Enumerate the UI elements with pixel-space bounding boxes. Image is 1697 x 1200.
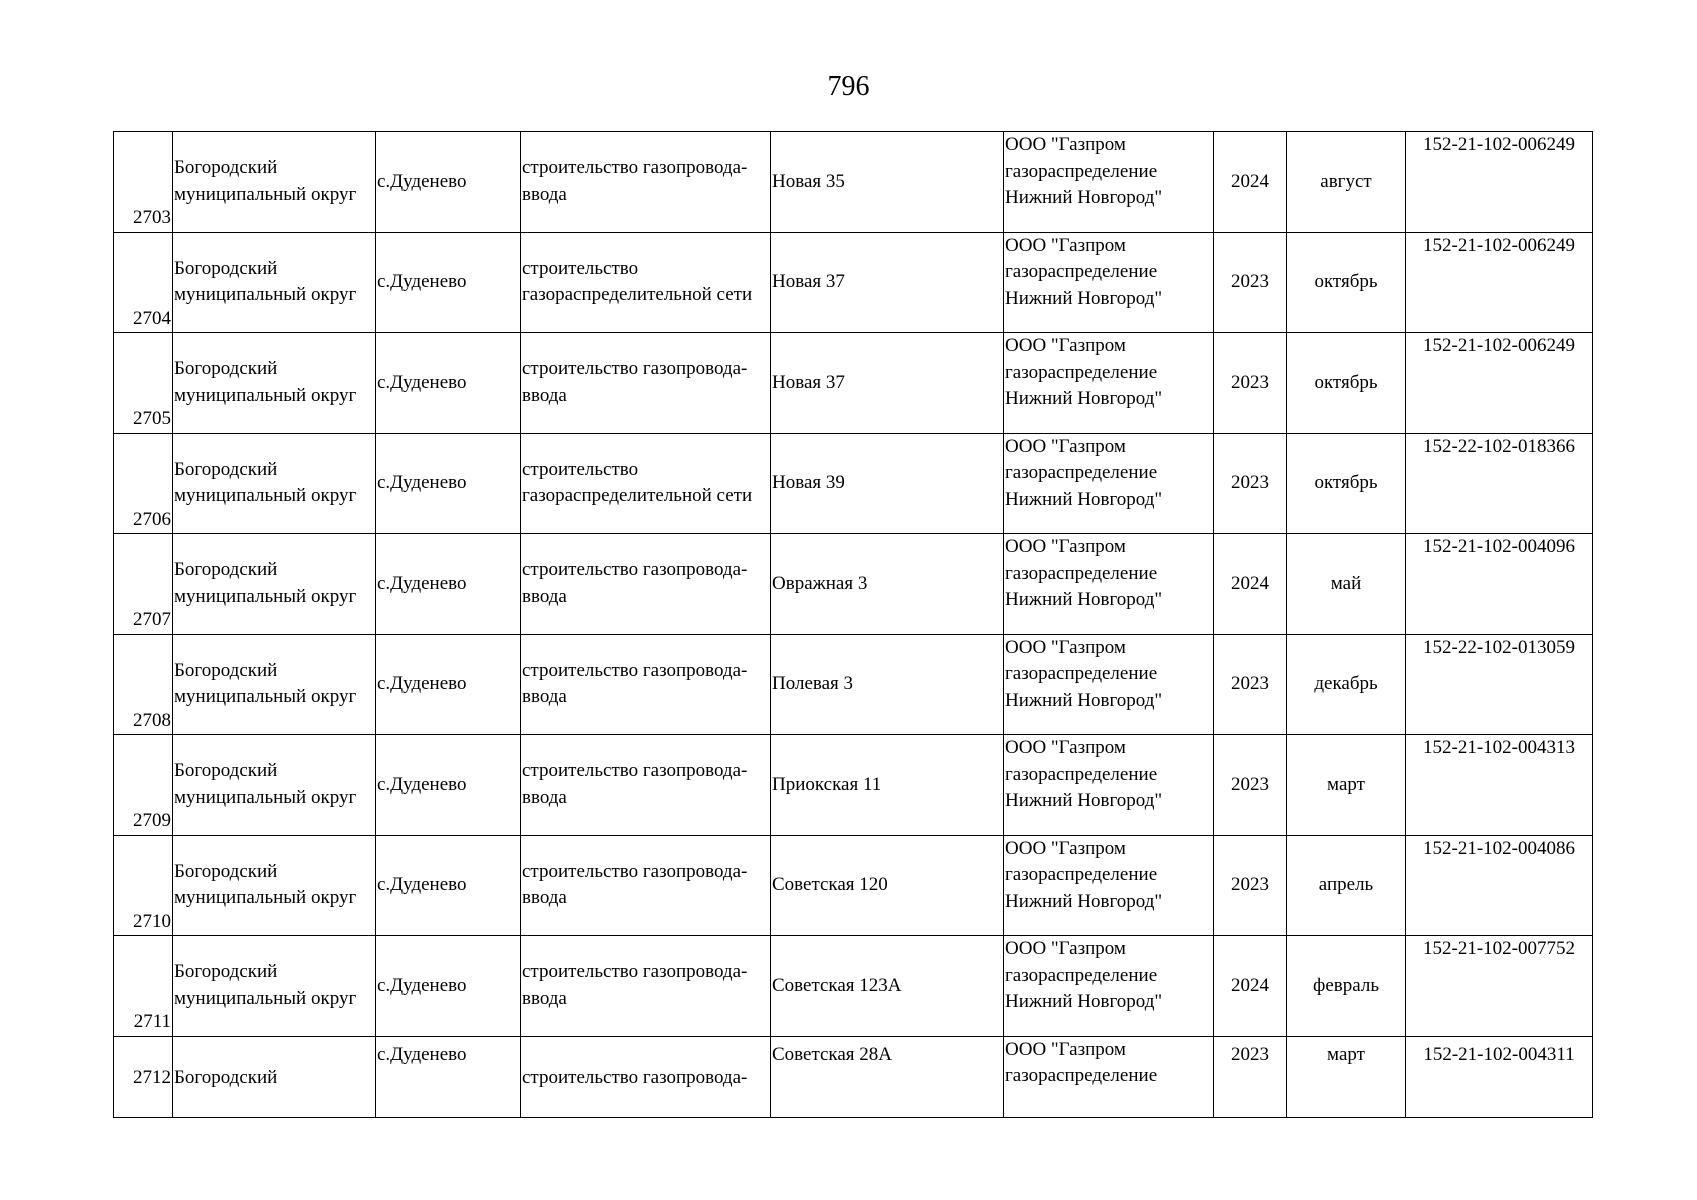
municipality-cell-line: муниципальный округ xyxy=(174,485,357,507)
organization-cell xyxy=(1004,735,1214,836)
organization-cell xyxy=(1004,333,1214,434)
organization-cell-line: газораспределение xyxy=(1005,562,1158,584)
registry-table xyxy=(113,131,1593,1118)
organization-cell xyxy=(1004,132,1214,233)
month-cell: май xyxy=(1287,534,1406,635)
organization-cell-line: ООО "Газпром xyxy=(1005,737,1126,758)
municipality-cell-line: муниципальный округ xyxy=(174,284,357,306)
municipality-cell xyxy=(173,534,376,635)
work-type-cell-line: строительство газопровода- xyxy=(522,559,748,581)
work-type-cell xyxy=(521,835,771,936)
organization-cell-line: ООО "Газпром xyxy=(1005,134,1126,155)
month-cell: февраль xyxy=(1287,936,1406,1037)
table-row xyxy=(114,835,1593,936)
organization-cell-line: ООО "Газпром xyxy=(1005,435,1126,457)
organization-cell-line: Нижний Новгород" xyxy=(1005,187,1163,208)
municipality-cell xyxy=(173,936,376,1037)
work-type-cell xyxy=(521,232,771,333)
work-type-cell-line: ввода xyxy=(522,686,567,708)
municipality-cell-line: Богородский xyxy=(174,257,278,279)
year-cell: 2023 xyxy=(1214,232,1287,333)
address-cell: Полевая 3 xyxy=(771,634,1004,735)
organization-cell xyxy=(1004,835,1214,936)
address-cell: Овражная 3 xyxy=(771,534,1004,635)
table-row xyxy=(114,132,1593,233)
organization-cell xyxy=(1004,232,1214,333)
row-number-cell: 2708 xyxy=(114,634,173,735)
table-row xyxy=(114,634,1593,735)
work-type-cell-line: строительство xyxy=(522,458,639,480)
code-cell: 152-21-102-004086 xyxy=(1406,835,1593,936)
municipality-cell xyxy=(173,333,376,434)
address-cell: Новая 37 xyxy=(771,333,1004,434)
work-type-cell-line: строительство газопровода- xyxy=(522,659,748,681)
organization-cell-line: ООО "Газпром xyxy=(1005,636,1126,658)
year-cell: 2023 xyxy=(1214,835,1287,936)
table-body xyxy=(114,132,1593,1118)
municipality-cell-line: муниципальный округ xyxy=(174,987,357,1009)
organization-cell-line: Нижний Новгород" xyxy=(1005,991,1163,1012)
municipality-cell xyxy=(173,835,376,936)
work-type-cell-line: ввода xyxy=(522,786,567,808)
municipality-cell-line: Богородский xyxy=(174,559,278,581)
month-cell: октябрь xyxy=(1287,232,1406,333)
municipality-cell-line: Богородский xyxy=(174,760,278,782)
work-type-cell-line: ввода xyxy=(522,384,567,406)
table-row xyxy=(114,433,1593,534)
organization-cell-line: Нижний Новгород" xyxy=(1005,689,1163,711)
year-cell: 2023 xyxy=(1214,1036,1287,1117)
work-type-cell-line: строительство газопровода- xyxy=(522,760,748,782)
month-cell: октябрь xyxy=(1287,433,1406,534)
code-cell: 152-21-102-006249 xyxy=(1406,232,1593,333)
month-cell: декабрь xyxy=(1287,634,1406,735)
settlement-cell: с.Дуденево xyxy=(376,433,521,534)
address-cell: Новая 37 xyxy=(771,232,1004,333)
month-cell: август xyxy=(1287,132,1406,233)
work-type-cell-line: строительство газопровода- xyxy=(522,157,748,179)
code-cell: 152-22-102-018366 xyxy=(1406,433,1593,534)
organization-cell-line: газораспределение xyxy=(1005,1065,1158,1086)
row-number-cell: 2705 xyxy=(114,333,173,434)
row-number-cell: 2704 xyxy=(114,232,173,333)
address-cell: Советская 28А xyxy=(771,1036,1004,1117)
organization-cell-line: газораспределение xyxy=(1005,663,1158,684)
work-type-cell-line: ввода xyxy=(522,183,567,205)
organization-cell-line: газораспределение xyxy=(1005,160,1158,182)
code-cell: 152-21-102-007752 xyxy=(1406,936,1593,1037)
table-row xyxy=(114,735,1593,836)
table-row xyxy=(114,333,1593,434)
organization-cell-line: газораспределение xyxy=(1005,361,1158,383)
work-type-cell-line: строительство газопровода- xyxy=(522,860,748,882)
row-number-cell: 2707 xyxy=(114,534,173,635)
organization-cell-line: ООО "Газпром xyxy=(1005,1038,1126,1060)
page-number: 796 xyxy=(827,71,870,102)
work-type-cell-line: строительство xyxy=(522,257,639,279)
municipality-cell xyxy=(173,132,376,233)
settlement-cell: с.Дуденево xyxy=(376,232,521,333)
year-cell: 2024 xyxy=(1214,132,1287,233)
organization-cell xyxy=(1004,634,1214,735)
organization-cell-line: Нижний Новгород" xyxy=(1005,488,1163,510)
municipality-cell-line: муниципальный округ xyxy=(174,887,357,909)
month-cell: март xyxy=(1287,735,1406,836)
work-type-cell-line: строительство газопровода- xyxy=(522,961,748,983)
organization-cell xyxy=(1004,936,1214,1037)
year-cell: 2023 xyxy=(1214,333,1287,434)
municipality-cell-line: муниципальный округ xyxy=(174,786,357,808)
work-type-cell xyxy=(521,1036,771,1117)
code-cell: 152-21-102-006249 xyxy=(1406,132,1593,233)
municipality-cell-line: муниципальный округ xyxy=(174,686,357,708)
code-cell: 152-22-102-013059 xyxy=(1406,634,1593,735)
month-cell: март xyxy=(1287,1036,1406,1117)
row-number-cell: 2710 xyxy=(114,835,173,936)
municipality-cell xyxy=(173,433,376,534)
work-type-cell-line: газораспределительной сети xyxy=(522,485,753,507)
municipality-cell-line: муниципальный округ xyxy=(174,585,357,607)
organization-cell-line: газораспределение xyxy=(1005,261,1158,282)
settlement-cell: с.Дуденево xyxy=(376,835,521,936)
settlement-cell: с.Дуденево xyxy=(376,1036,521,1117)
year-cell: 2023 xyxy=(1214,433,1287,534)
organization-cell-line: газораспределение xyxy=(1005,964,1158,986)
row-number-cell: 2703 xyxy=(114,132,173,233)
work-type-cell xyxy=(521,634,771,735)
organization-cell-line: ООО "Газпром xyxy=(1005,234,1126,256)
work-type-cell-line: ввода xyxy=(522,887,567,909)
organization-cell-line: газораспределение xyxy=(1005,462,1158,483)
work-type-cell-line: строительство газопровода- xyxy=(522,1066,748,1088)
organization-cell-line: Нижний Новгород" xyxy=(1005,589,1163,610)
work-type-cell-line: газораспределительной сети xyxy=(522,284,753,306)
organization-cell-line: Нижний Новгород" xyxy=(1005,890,1163,912)
municipality-cell-line: муниципальный округ xyxy=(174,384,357,406)
municipality-cell-line: Богородский xyxy=(174,961,278,983)
organization-cell xyxy=(1004,534,1214,635)
code-cell: 152-21-102-006249 xyxy=(1406,333,1593,434)
municipality-cell-line: Богородский xyxy=(174,458,278,480)
municipality-cell xyxy=(173,735,376,836)
year-cell: 2023 xyxy=(1214,634,1287,735)
organization-cell-line: газораспределение xyxy=(1005,864,1158,885)
table-row xyxy=(114,232,1593,333)
work-type-cell xyxy=(521,936,771,1037)
organization-cell-line: ООО "Газпром xyxy=(1005,335,1126,356)
settlement-cell: с.Дуденево xyxy=(376,333,521,434)
table-row xyxy=(114,936,1593,1037)
organization-cell-line: ООО "Газпром xyxy=(1005,938,1126,959)
code-cell: 152-21-102-004096 xyxy=(1406,534,1593,635)
work-type-cell xyxy=(521,333,771,434)
municipality-cell xyxy=(173,634,376,735)
year-cell: 2023 xyxy=(1214,735,1287,836)
work-type-cell xyxy=(521,433,771,534)
work-type-cell-line: строительство газопровода- xyxy=(522,358,748,380)
row-number-cell: 2711 xyxy=(114,936,173,1037)
month-cell: октябрь xyxy=(1287,333,1406,434)
settlement-cell: с.Дуденево xyxy=(376,534,521,635)
table-row xyxy=(114,534,1593,635)
settlement-cell: с.Дуденево xyxy=(376,634,521,735)
code-cell: 152-21-102-004311 xyxy=(1406,1036,1593,1117)
row-number-cell: 2706 xyxy=(114,433,173,534)
municipality-cell-line: муниципальный округ xyxy=(174,183,357,205)
organization-cell-line: ООО "Газпром xyxy=(1005,536,1126,557)
municipality-cell-line: Богородский xyxy=(174,1066,278,1088)
organization-cell-line: ООО "Газпром xyxy=(1005,837,1126,859)
municipality-cell-line: Богородский xyxy=(174,860,278,882)
address-cell: Советская 123А xyxy=(771,936,1004,1037)
row-number-cell: 2712 xyxy=(114,1036,173,1117)
address-cell: Советская 120 xyxy=(771,835,1004,936)
row-number-cell: 2709 xyxy=(114,735,173,836)
year-cell: 2024 xyxy=(1214,534,1287,635)
municipality-cell-line: Богородский xyxy=(174,358,278,380)
code-cell: 152-21-102-004313 xyxy=(1406,735,1593,836)
organization-cell-line: Нижний Новгород" xyxy=(1005,790,1163,811)
work-type-cell xyxy=(521,534,771,635)
organization-cell-line: Нижний Новгород" xyxy=(1005,287,1163,309)
table-row xyxy=(114,1036,1593,1117)
settlement-cell: с.Дуденево xyxy=(376,132,521,233)
organization-cell xyxy=(1004,433,1214,534)
organization-cell-line: газораспределение xyxy=(1005,763,1158,785)
address-cell: Новая 39 xyxy=(771,433,1004,534)
settlement-cell: с.Дуденево xyxy=(376,936,521,1037)
work-type-cell xyxy=(521,132,771,233)
address-cell: Приокская 11 xyxy=(771,735,1004,836)
address-cell: Новая 35 xyxy=(771,132,1004,233)
municipality-cell-line: Богородский xyxy=(174,157,278,179)
municipality-cell-line: Богородский xyxy=(174,659,278,681)
work-type-cell-line: ввода xyxy=(522,585,567,607)
settlement-cell: с.Дуденево xyxy=(376,735,521,836)
organization-cell xyxy=(1004,1036,1214,1117)
work-type-cell-line: ввода xyxy=(522,987,567,1009)
organization-cell-line: Нижний Новгород" xyxy=(1005,388,1163,409)
work-type-cell xyxy=(521,735,771,836)
year-cell: 2024 xyxy=(1214,936,1287,1037)
municipality-cell xyxy=(173,232,376,333)
month-cell: апрель xyxy=(1287,835,1406,936)
municipality-cell xyxy=(173,1036,376,1117)
